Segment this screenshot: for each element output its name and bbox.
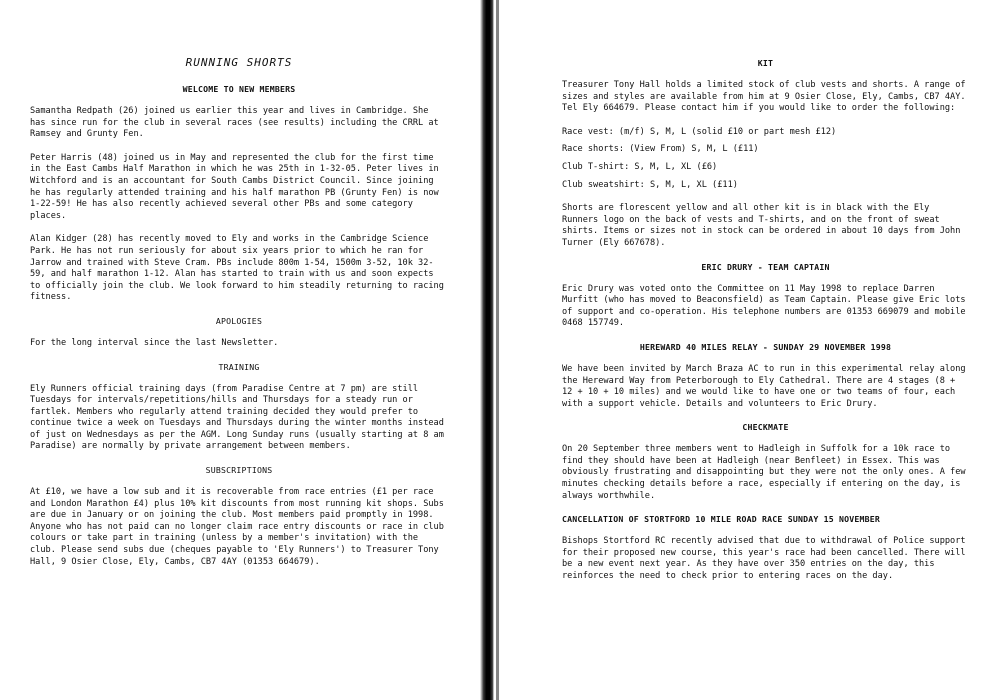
left-page bbox=[0, 0, 478, 700]
training-para: Ely Runners official training days (from Paradise Centre at 7 pm) are still Tuesdays for intervals/repetitions/hills and Thursdays for a steady run or fartlek. Members who regularly attend training decided they would prefer to continue twice a week on Tuesdays and Thursdays during the winter months instead of just on Wednesdays as per the AGM. Long Sunday runs (usually starting at 8 am Paradise) are normally by private arrangement between members. bbox=[30, 383, 444, 452]
subscriptions-heading: SUBSCRIPTIONS bbox=[205, 465, 273, 476]
page-spine-edge bbox=[496, 0, 499, 700]
captain-heading: ERIC DRURY - TEAM CAPTAIN bbox=[701, 261, 830, 272]
hereward-para: We have been invited by March Braza AC to run in this experimental relay along the Hereward Way from Peterborough to Ely Cathedral. There are 4 stages (8 + 12 + 10 + 10 miles) and we would like to have one or two teams of four, each with a support vehicle. Details and volunteers to Eric Drury. bbox=[562, 363, 966, 409]
kit-outro: Shorts are florescent yellow and all other kit is in black with the Ely Runners logo on the back of vests and T-shirts, and on the front of sweat shirts. Items or sizes not in stock can be ordered in about 10 days from John Turner (Ely 667678). bbox=[562, 203, 961, 248]
hereward-heading: HEREWARD 40 MILES RELAY - SUNDAY 29 NOVEMBER 1998 bbox=[639, 341, 892, 352]
welcome-heading: WELCOME TO NEW MEMBERS bbox=[182, 84, 296, 94]
captain-para: Eric Drury was voted onto the Committee on 11 May 1998 to replace Darren Murfitt (who has moved to Beaconsfield) as Team Captain. Please give Eric lots of support and co-operation. His telephone numbers are 01353 669079 and mobile 0468 157749. bbox=[562, 283, 966, 329]
stortford-para: Bishops Stortford RC recently advised that due to withdrawal of Police support for their proposed new course, this year's race had been cancelled. There will be a new event next year. As they have over 350 entries on the day, this reinforces the need to check prior to entering races on the day. bbox=[562, 536, 966, 582]
apologies-para: For the long interval since the last Newsletter. bbox=[30, 337, 279, 348]
kit-heading: KIT bbox=[757, 58, 774, 68]
welcome-para-2: Peter Harris (48) joined us in May and represented the club for the first time in the East Cambs Half Marathon in which he was 25th in 1-32-05. Peter lives in Witchford and is an accountant for South Cambs District Council. Since joining he has regularly attended training and his half marathon PB (Grunty Fen) is now 1-22-59! He has also recently achieved several other PBs and some category places. bbox=[30, 152, 439, 221]
subscriptions-para: At £10, we have a low sub and it is recoverable from race entries (£1 per race and London Marathon £4) plus 10% kit discounts from most running kit shops. Subs are due in January or on joining the club. Most members paid promptly in 1998. Anyone who has not paid can no longer claim race entry discounts or race in club colours or take part in training (unless by a member's invitation) with the club. Please send subs due (cheques payable to 'Ely Runners') to Treasurer Tony Hall, 9 Osier Close, Ely, Cambs, CB7 4AY (01353 664679). bbox=[30, 487, 444, 567]
welcome-para-3: Alan Kidger (28) has recently moved to Ely and works in the Cambridge Science Park. He has not run seriously for about six years prior to which he ran for Jarrow and trained with Steve Cram. PBs include 800m 1-54, 1500m 3-52, 10k 32-59, and half marathon 1-12. Alan has started to train with us and soon expects to officially join the club. We look forward to him steadily returning to racing fitness. bbox=[30, 234, 444, 303]
checkmate-para: On 20 September three members went to Hadleigh in Suffolk for a 10k race to find they should have been at Hadleigh (near Benfleet) in Essex. This was obviously frustrating and disappointing but they were not the only ones. A few minutes checking details before a race, especially if entering on the day, is always worthwhile. bbox=[562, 444, 966, 501]
training-heading: TRAINING bbox=[218, 361, 260, 372]
kit-item: Club sweatshirt: S, M, L, XL (£11) bbox=[562, 179, 738, 190]
page-spine bbox=[480, 0, 494, 700]
kit-item: Race vest: (m/f) S, M, L (solid £10 or part mesh £12) bbox=[562, 126, 837, 137]
right-page bbox=[500, 0, 987, 700]
stortford-heading: CANCELLATION OF STORTFORD 10 MILE ROAD RACE SUNDAY 15 NOVEMBER bbox=[562, 514, 881, 525]
apologies-heading: APOLOGIES bbox=[215, 315, 263, 326]
kit-intro: Treasurer Tony Hall holds a limited stock of club vests and shorts. A range of sizes and styles are available from him at 9 Osier Close, Ely, Cambs, CB7 4AY. Tel Ely 664679. Please contact him if you would like to order the following: bbox=[562, 80, 966, 114]
checkmate-heading: CHECKMATE bbox=[742, 422, 789, 433]
kit-item: Club T-shirt: S, M, L, XL (£6) bbox=[562, 161, 718, 172]
welcome-para-1: Samantha Redpath (26) joined us earlier this year and lives in Cambridge. She has since run for the club in several races (see results) including the CRRL at Ramsey and Grunty Fen. bbox=[30, 106, 439, 140]
kit-item: Race shorts: (View From) S, M, L (£11) bbox=[562, 144, 759, 155]
newsletter-title: RUNNING SHORTS bbox=[185, 56, 293, 69]
